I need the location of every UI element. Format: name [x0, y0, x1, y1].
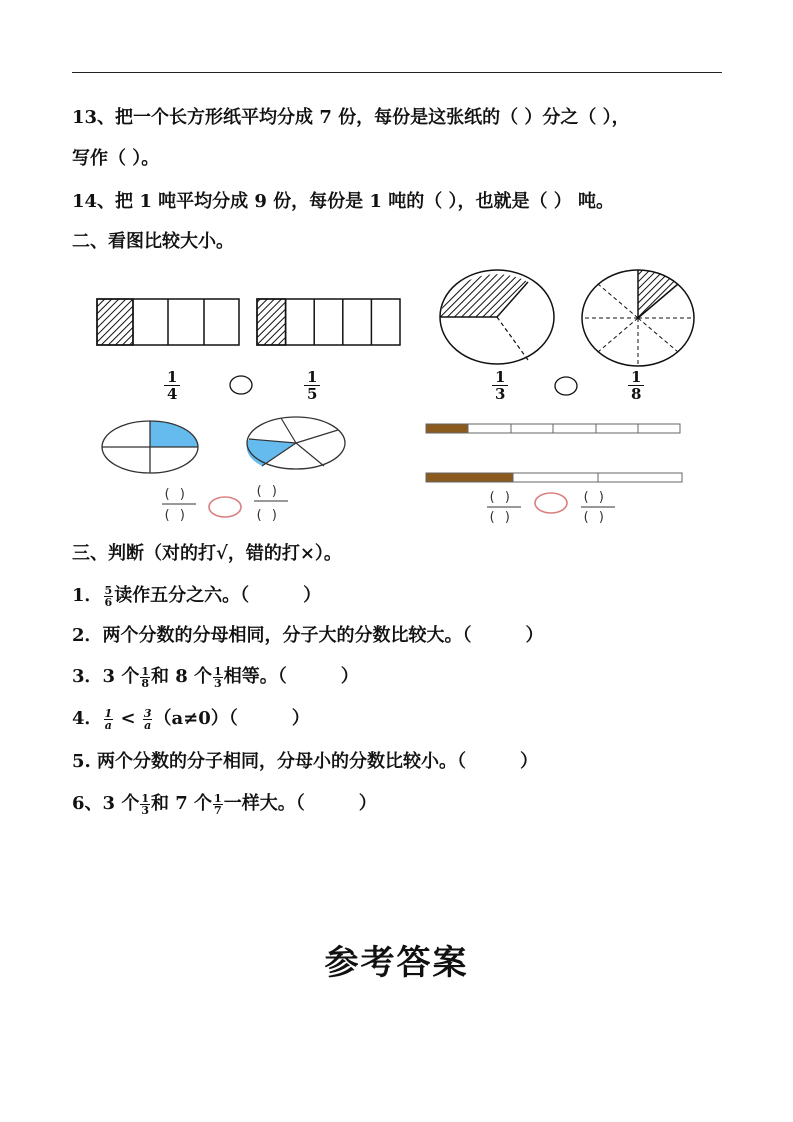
circle-eighths: [582, 270, 694, 366]
compare-circle-2: [555, 377, 577, 395]
compare-circle-red-1: [209, 497, 241, 517]
judge-item-6: 6、3 个 $\frac{1}{3}$ 和 7 个 $\frac{1}{7}$ 一样大。（ ）: [72, 791, 377, 817]
svg-text:( ): ( ): [255, 484, 279, 499]
section-2-heading: 二、看图比较大小。: [72, 231, 234, 252]
judge-item-4: 4． $\frac{1}{a}$ < $\frac{3}{a}$ （a≠0）（ ）: [72, 706, 310, 732]
bar-thirds: [426, 473, 682, 482]
label-one-quarter: 1 4: [164, 369, 180, 402]
label-one-third: 1 3: [492, 369, 508, 402]
question-13-line-1: 13、把一个长方形纸平均分成 7 份，每份是这张纸的（ ）分之（ ），: [72, 107, 630, 128]
svg-text:( ): ( ): [488, 510, 512, 525]
rect-quarters: [97, 299, 239, 345]
label-one-fifth: 1 5: [304, 369, 320, 402]
bar-sixths: [426, 424, 680, 433]
question-14: 14、把 1 吨平均分成 9 份，每份是 1 吨的（ ），也就是（ ） 吨。: [72, 191, 615, 212]
svg-text:( ): ( ): [582, 490, 606, 505]
svg-text:( ): ( ): [255, 508, 279, 523]
judge-item-3: 3．3 个 $\frac{1}{8}$ 和 8 个 $\frac{1}{3}$ 相等。（ ）: [72, 664, 359, 690]
svg-text:( ): ( ): [163, 487, 187, 502]
judge-item-2: 2．两个分数的分母相同，分子大的分数比较大。（ ）: [72, 625, 544, 646]
comparison-figures: [0, 260, 793, 535]
question-13-line-2: 写作（ ）。: [72, 148, 160, 169]
rect-fifths: [257, 299, 400, 345]
label-one-eighth: 1 8: [628, 369, 644, 402]
judge-item-1: 1． $\frac{5}{6}$ 读作五分之六。（ ）: [72, 583, 322, 609]
judge-item-5: 5. 两个分数的分子相同，分母小的分数比较小。（ ）: [72, 751, 539, 772]
section-3-heading: 三、判断（对的打√，错的打×）。: [72, 543, 342, 564]
svg-text:( ): ( ): [488, 490, 512, 505]
svg-text:( ): ( ): [163, 508, 187, 523]
circle-quarters-colored: [102, 421, 198, 473]
svg-text:( ): ( ): [582, 510, 606, 525]
compare-circle-1: [230, 376, 252, 394]
circle-thirds: [440, 270, 554, 364]
answer-key-title: 参考答案: [324, 943, 469, 983]
header-rule: [72, 72, 722, 73]
circle-fifths-colored: [247, 417, 345, 469]
blank-fractions: [162, 484, 615, 525]
compare-circle-red-2: [535, 493, 567, 513]
